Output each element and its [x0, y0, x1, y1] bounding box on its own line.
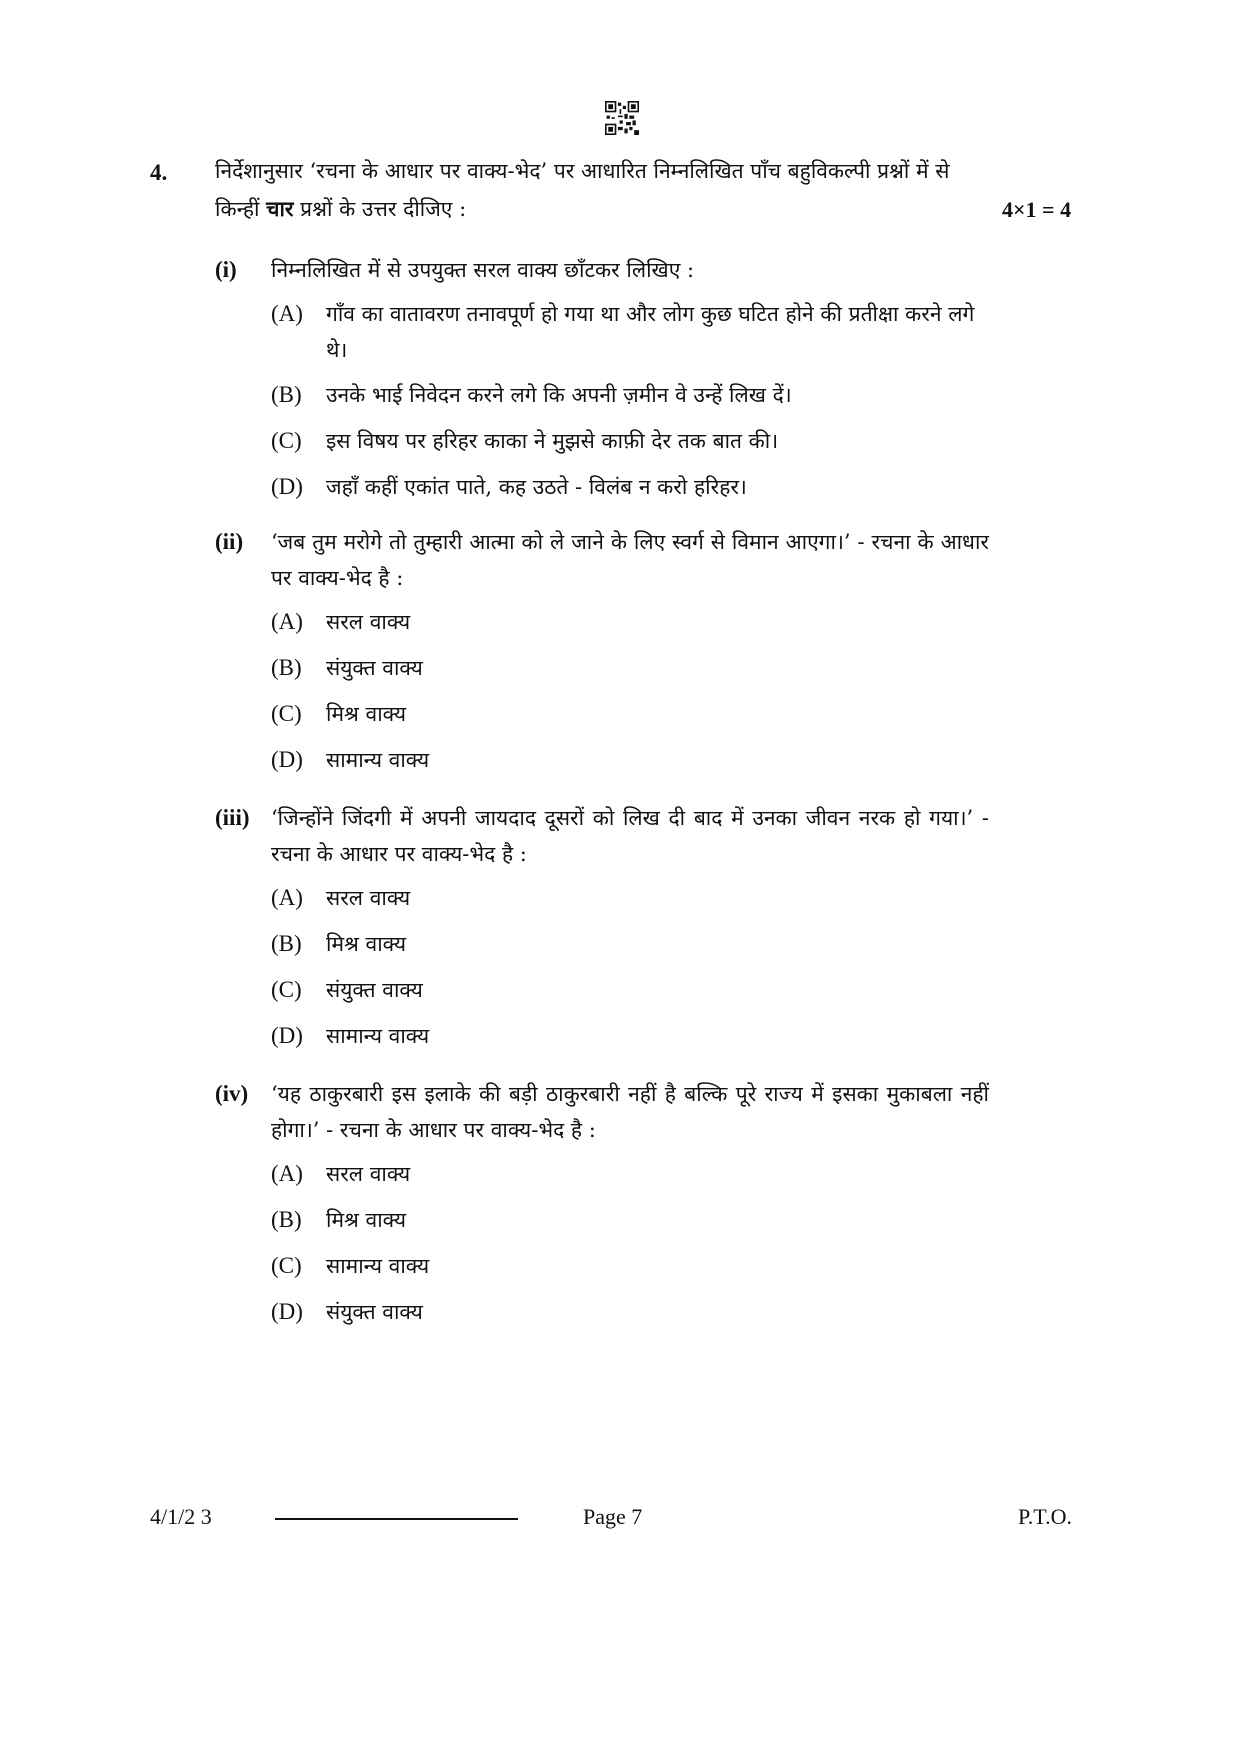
option-text: मिश्र वाक्य — [326, 1208, 407, 1232]
option-label: (B) — [271, 655, 302, 680]
option-label: (B) — [271, 382, 302, 407]
option-text: जहाँ कहीं एकांत पाते, कह उठते - विलंब न करो हरिहर। — [326, 475, 747, 499]
option-text: सरल वाक्य — [326, 886, 411, 910]
option-label: (B) — [271, 931, 302, 956]
page-number: Page 7 — [583, 1504, 643, 1529]
option-text: सामान्य वाक्य — [326, 748, 430, 772]
option-label: (A) — [271, 1161, 303, 1186]
option-text: सरल वाक्य — [326, 610, 411, 634]
footer-divider — [275, 1518, 518, 1520]
option-text: मिश्र वाक्य — [326, 932, 407, 956]
instructions-text-end: प्रश्नों के उत्तर दीजिए : — [293, 197, 467, 221]
qr-code-icon — [605, 101, 639, 135]
option-text: सामान्य वाक्य — [326, 1254, 430, 1278]
option-label: (D) — [271, 1299, 303, 1324]
option-text: संयुक्त वाक्य — [326, 656, 423, 680]
option-label: (A) — [271, 885, 303, 910]
subquestion-text: निम्नलिखित में से उपयुक्त सरल वाक्य छाँटकर लिखिए : — [271, 258, 695, 282]
instructions-bold-word: चार — [266, 196, 294, 221]
subquestion-label: (iv) — [215, 1081, 249, 1106]
option-text: संयुक्त वाक्य — [326, 1300, 423, 1324]
instructions-text-start: निर्देशानुसार ‘रचना के आधार पर वाक्य-भेद’ पर आधारित निम्नलिखित पाँच बहुविकल्पी प्रश्नों में से किन्हीं — [215, 159, 950, 221]
subquestion-text: ‘यह ठाकुरबारी इस इलाके की बड़ी ठाकुरबारी नहीं है बल्कि पूरे राज्य में इसका मुकाबला नहीं होगा।’ - रचना के आधार पर वाक्य-भेद है : — [271, 1082, 989, 1142]
option-text: उनके भाई निवेदन करने लगे कि अपनी ज़मीन वे उन्हें लिख दें। — [326, 383, 792, 407]
question-number: 4. — [150, 160, 168, 185]
option-text: संयुक्त वाक्य — [326, 978, 423, 1002]
option-label: (D) — [271, 1023, 303, 1048]
option-label: (A) — [271, 609, 303, 634]
option-label: (B) — [271, 1207, 302, 1232]
subquestion-label: (i) — [215, 257, 237, 282]
option-text: मिश्र वाक्य — [326, 702, 407, 726]
option-label: (C) — [271, 1253, 302, 1278]
option-text: इस विषय पर हरिहर काका ने मुझसे काफ़ी देर तक बात की। — [326, 429, 779, 453]
marks-allocation: 4×1 = 4 — [1002, 197, 1072, 222]
option-label: (A) — [271, 301, 303, 326]
option-label: (D) — [271, 747, 303, 772]
option-label: (C) — [271, 701, 302, 726]
option-label: (C) — [271, 428, 302, 453]
option-text: गाँव का वातावरण तनावपूर्ण हो गया था और लोग कुछ घटित होने की प्रतीक्षा करने लगे थे। — [326, 302, 975, 362]
option-label: (C) — [271, 977, 302, 1002]
subquestion-label: (iii) — [215, 805, 250, 830]
subquestion-text: ‘जब तुम मरोगे तो तुम्हारी आत्मा को ले जाने के लिए स्वर्ग से विमान आएगा।’ - रचना के आधार पर वाक्य-भेद है : — [271, 530, 989, 590]
please-turn-over: P.T.O. — [1018, 1504, 1072, 1529]
subquestion-label: (ii) — [215, 529, 244, 554]
subquestion-text: ‘जिन्होंने जिंदगी में अपनी जायदाद दूसरों को लिख दी बाद में उनका जीवन नरक हो गया।’ - रचना के आधार पर वाक्य-भेद है : — [271, 806, 989, 866]
question-instructions — [215, 152, 975, 228]
paper-code: 4/1/2 3 — [150, 1504, 212, 1529]
option-text: सामान्य वाक्य — [326, 1024, 430, 1048]
option-label: (D) — [271, 474, 303, 499]
option-text: सरल वाक्य — [326, 1162, 411, 1186]
